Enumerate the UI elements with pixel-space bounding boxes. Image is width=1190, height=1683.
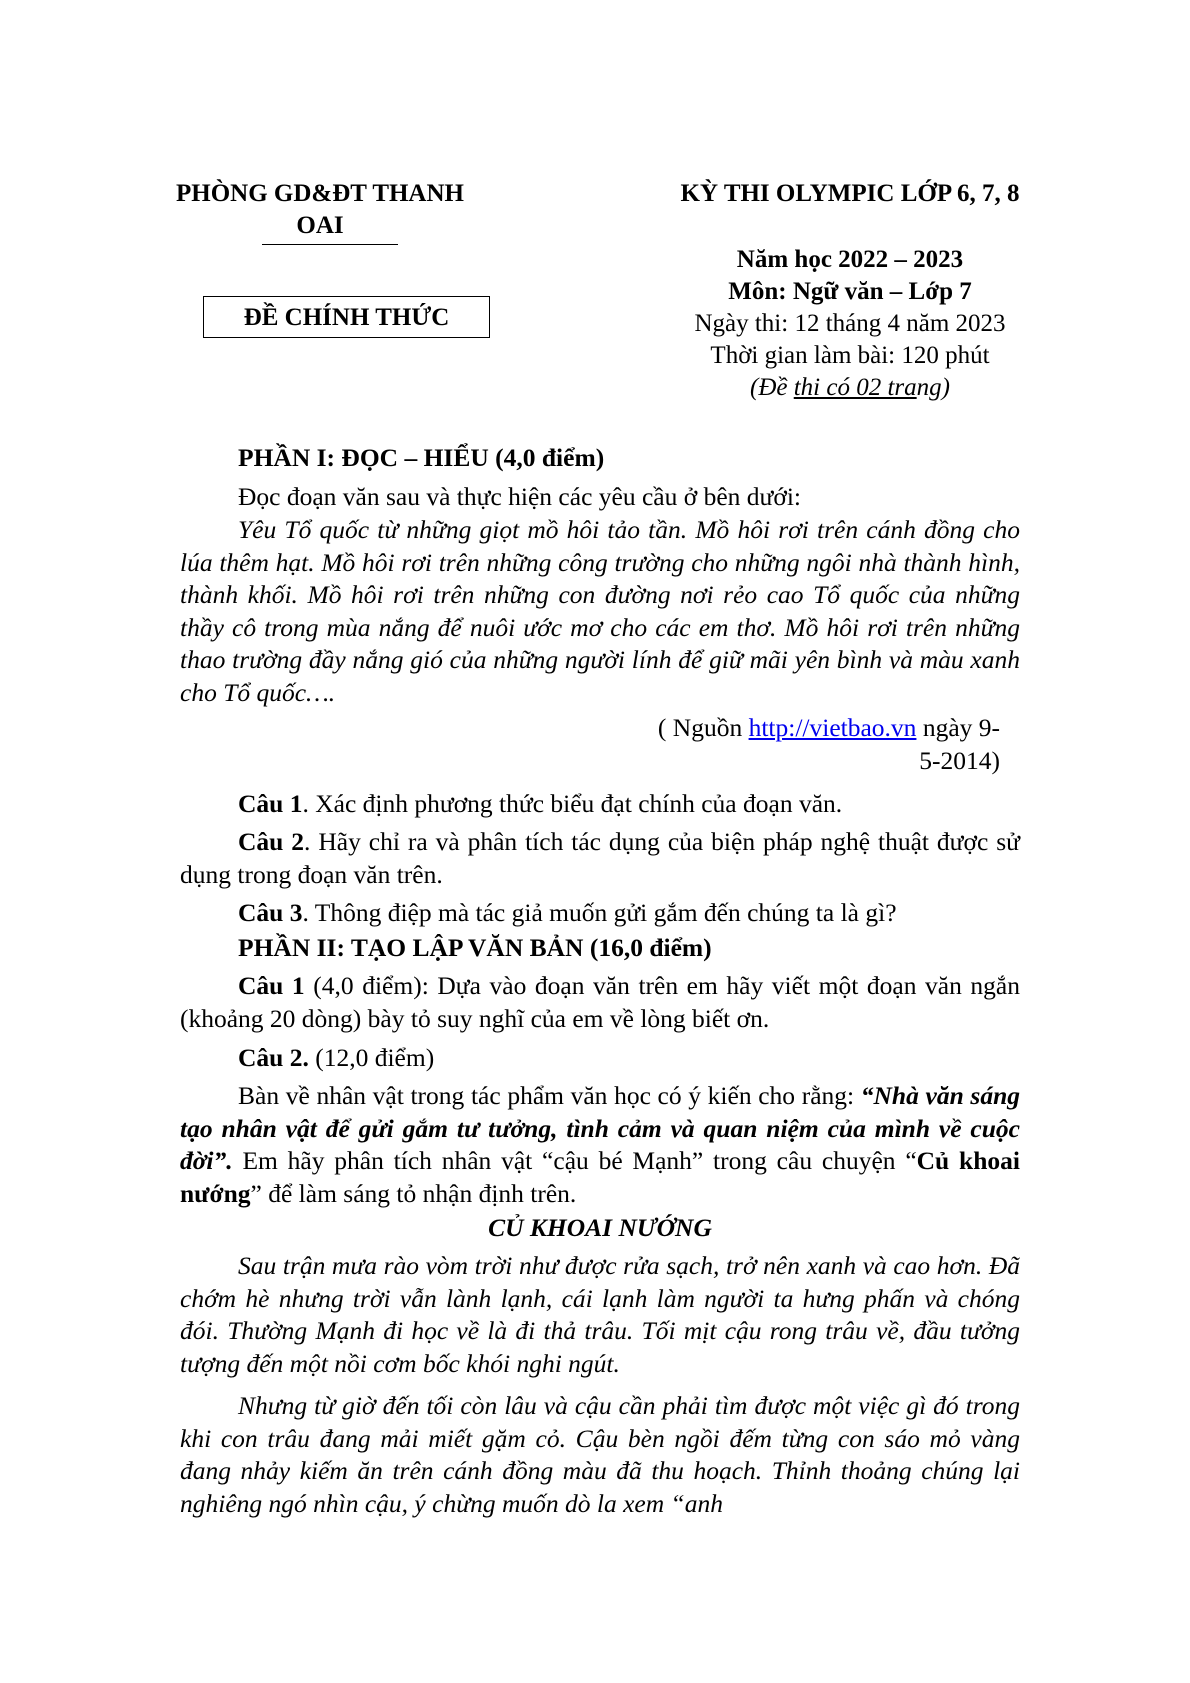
- part1-instruction: Đọc đoạn văn sau và thực hiện các yêu cầu ở bên dưới:: [238, 482, 801, 511]
- source-link[interactable]: http://vietbao.vn: [748, 713, 917, 742]
- passage-source: ( Nguồn http://vietbao.vn ngày 9- 5-2014): [657, 713, 1000, 775]
- story-paragraph-2: Nhưng từ giờ đến tối còn lâu và cậu cần phải tìm được một việc gì đó trong khi con trâu đang mải miết gặm cỏ. Cậu bèn ngồi đếm từng con sáo mỏ vàng đang nhảy kiếm ăn trên cánh đồng màu đã thu hoạch. Thỉnh thoảng chúng lại nghiêng ngó nhìn cậu, ý chừng muốn dò la xem “anh: [180, 1391, 1020, 1518]
- school-year: Năm học 2022 – 2023: [736, 246, 964, 273]
- part1-question-3: Câu 3. Thông điệp mà tác giả muốn gửi gắm đến chúng ta là gì?: [238, 898, 897, 927]
- exam-duration: Thời gian làm bài: 120 phút: [710, 342, 990, 369]
- pages-note: (Đề thi có 02 trang): [750, 374, 950, 401]
- part1-question-2: Câu 2. Hãy chỉ ra và phân tích tác dụng của biện pháp nghệ thuật được sử dụng trong đoạn văn trên.: [180, 827, 1020, 889]
- exam-date: Ngày thi: 12 tháng 4 năm 2023: [694, 310, 1006, 337]
- story-title: CỦ KHOAI NƯỚNG: [488, 1213, 712, 1242]
- department-name-line1: PHÒNG GD&ĐT THANH: [176, 180, 464, 207]
- reading-passage: Yêu Tổ quốc từ những giọt mồ hôi tảo tần. Mồ hôi rơi trên cánh đồng cho lúa thêm hạt. Mồ hôi rơi trên những công trường cho những ngôi nhà thành hình, thành khối. Mồ hôi rơi trên những con đường nơi rẻo cao Tổ quốc của những thầy cô trong mùa nắng để nuôi ước mơ cho các em thơ. Mồ hôi rơi trên những thao trường đầy nắng gió của những người lính để giữ mãi yên bình và màu xanh cho Tổ quốc….: [180, 515, 1020, 707]
- part2-title: PHẦN II: TẠO LẬP VĂN BẢN (16,0 điểm): [238, 933, 712, 962]
- subject: Môn: Ngữ văn – Lớp 7: [728, 278, 972, 305]
- header-divider: [262, 244, 398, 245]
- official-exam-label: ĐỀ CHÍNH THỨC: [203, 296, 490, 338]
- part2-question-2-label: Câu 2. (12,0 điểm): [238, 1043, 435, 1072]
- exam-title: KỲ THI OLYMPIC LỚP 6, 7, 8: [680, 180, 1020, 207]
- part2-question-2-prompt: Bàn về nhân vật trong tác phẩm văn học có ý kiến cho rằng: “Nhà văn sáng tạo nhân vật để gửi gắm tư tưởng, tình cảm và quan niệm của mình về cuộc đời”. Em hãy phân tích nhân vật “cậu bé Mạnh” trong câu chuyện “Củ khoai nướng” để làm sáng tỏ nhận định trên.: [180, 1081, 1021, 1208]
- part2-question-1: Câu 1 (4,0 điểm): Dựa vào đoạn văn trên em hãy viết một đoạn văn ngắn (khoảng 20 dòng) bày tỏ suy nghĩ của em về lòng biết ơn.: [180, 971, 1020, 1033]
- quoted-opinion: “Nhà văn sáng tạo nhân vật để gửi gắm tư tưởng, tình cảm và quan niệm của mình về cuộc đời”.: [180, 1081, 1021, 1175]
- part1-question-1: Câu 1. Xác định phương thức biểu đạt chính của đoạn văn.: [238, 789, 843, 818]
- department-name-line2: OAI: [296, 212, 344, 239]
- story-paragraph-1: Sau trận mưa rào vòm trời như được rửa sạch, trở nên xanh và cao hơn. Đã chớm hè nhưng trời vẫn lành lạnh, cái lạnh làm người ta hưng phấn và chóng đói. Thường Mạnh đi học về là đi thả trâu. Tối mịt cậu rong trâu về, đầu tưởng tượng đến một nồi cơm bốc khói nghi ngút.: [180, 1251, 1020, 1378]
- part1-title: PHẦN I: ĐỌC – HIỂU (4,0 điểm): [238, 443, 605, 472]
